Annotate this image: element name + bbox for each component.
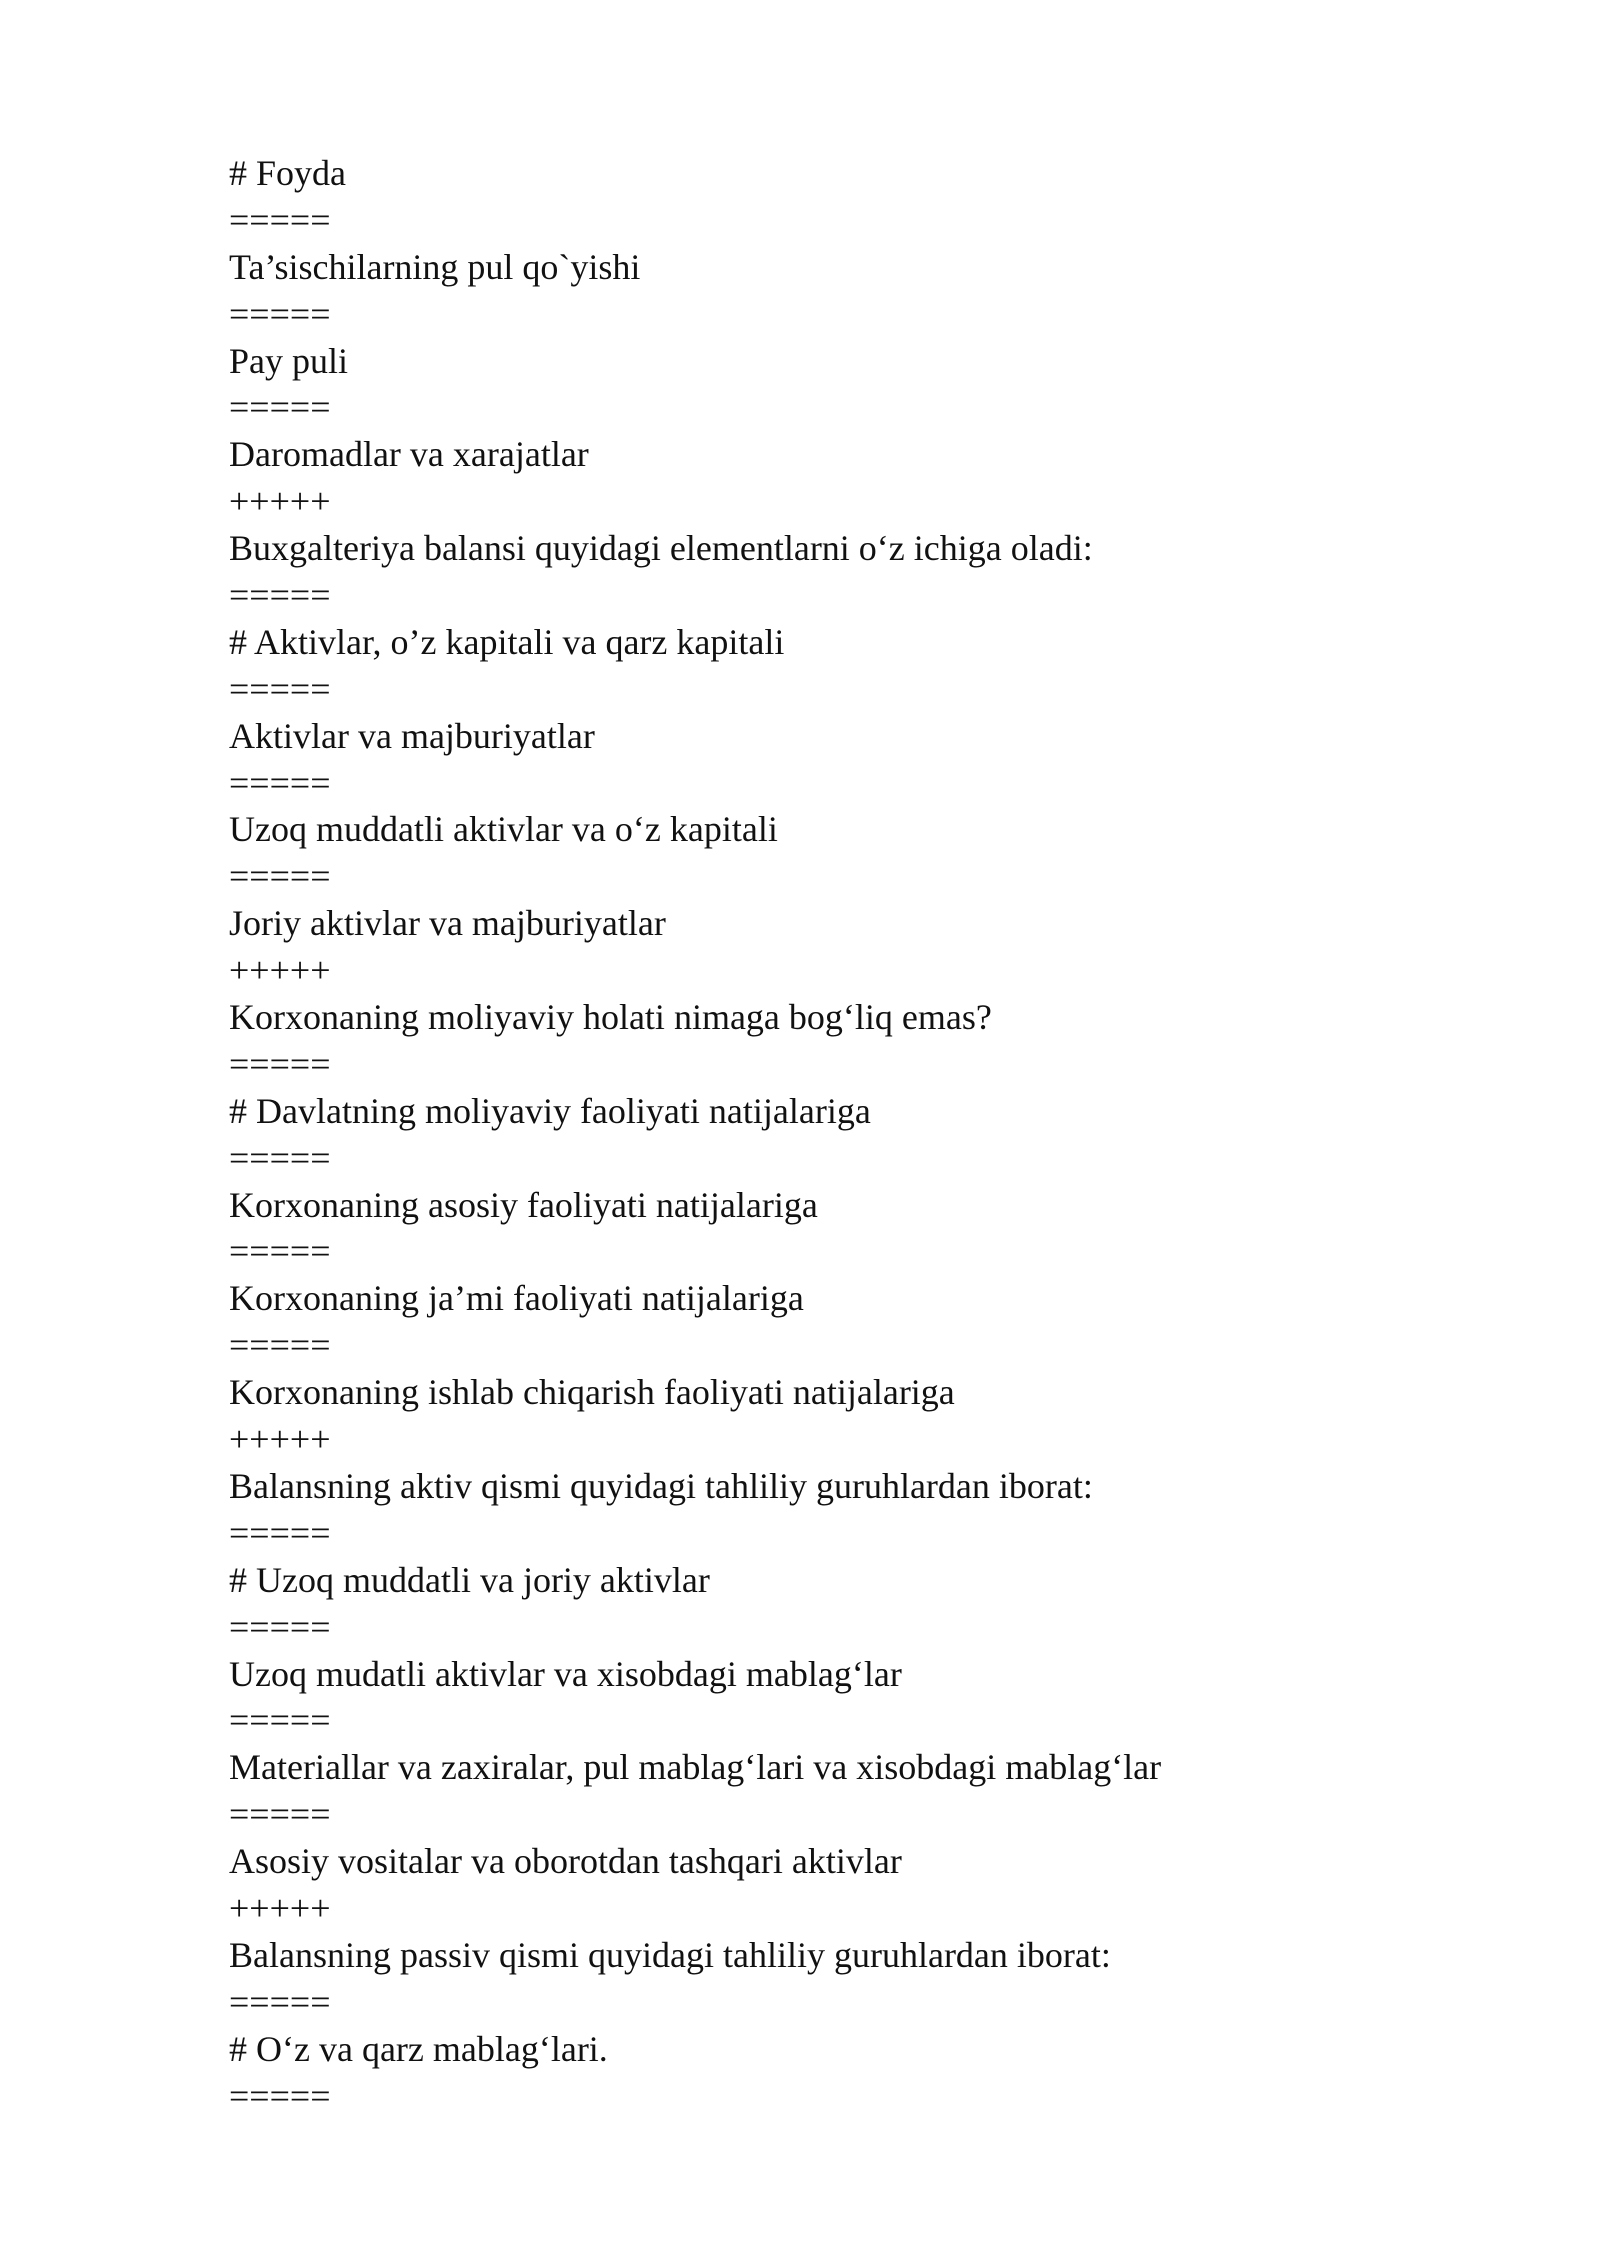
separator-option: ===== xyxy=(229,2075,331,2116)
separator-option: ===== xyxy=(229,1043,331,1084)
answer-option: Aktivlar va majburiyatlar xyxy=(229,715,595,756)
separator-option: ===== xyxy=(229,293,331,334)
answer-option: Uzoq muddatli aktivlar va o‘z kapitali xyxy=(229,809,778,850)
separator-question: +++++ xyxy=(229,1887,331,1928)
answer-correct: # Foyda xyxy=(229,153,346,193)
separator-option: ===== xyxy=(229,1325,331,1366)
answer-option: Korxonaning ishlab chiqarish faoliyati natijalariga xyxy=(229,1372,955,1413)
answer-option: Korxonaning ja’mi faoliyati natijalariga xyxy=(229,1278,804,1319)
question-text: Korxonaning moliyaviy holati nimaga bog‘liq emas? xyxy=(229,997,992,1038)
answer-correct: # Davlatning moliyaviy faoliyati natijalariga xyxy=(229,1090,871,1131)
separator-option: ===== xyxy=(229,856,331,897)
separator-option: ===== xyxy=(229,575,331,616)
question-text: Balansning passiv qismi quyidagi tahliliy guruhlardan iborat: xyxy=(229,1934,1111,1975)
separator-question: +++++ xyxy=(229,1419,331,1460)
answer-option: Pay puli xyxy=(229,340,349,381)
question-text: Buxgalteriya balansi quyidagi elementlarni o‘z ichiga oladi: xyxy=(229,528,1093,569)
separator-option: ===== xyxy=(229,1700,331,1741)
separator-option: ===== xyxy=(229,668,331,709)
answer-correct: # Aktivlar, o’z kapitali va qarz kapitali xyxy=(229,621,785,662)
separator-option: ===== xyxy=(229,1512,331,1553)
separator-option: ===== xyxy=(229,1794,331,1835)
separator-option: ===== xyxy=(229,199,331,240)
question-text: Balansning aktiv qismi quyidagi tahliliy guruhlardan iborat: xyxy=(229,1465,1093,1506)
separator-question: +++++ xyxy=(229,950,331,991)
answer-correct: # Uzoq muddatli va joriy aktivlar xyxy=(229,1559,710,1600)
answer-option: Materiallar va zaxiralar, pul mablag‘lari va xisobdagi mablag‘lar xyxy=(229,1747,1162,1788)
answer-option: Korxonaning asosiy faoliyati natijalariga xyxy=(229,1184,818,1225)
separator-option: ===== xyxy=(229,1231,331,1272)
answer-option: Joriy aktivlar va majburiyatlar xyxy=(229,903,666,944)
answer-correct: # O‘z va qarz mablag‘lari. xyxy=(229,2028,608,2069)
separator-option: ===== xyxy=(229,387,331,428)
answer-option: Daromadlar va xarajatlar xyxy=(229,434,589,475)
separator-option: ===== xyxy=(229,1137,331,1178)
separator-option: ===== xyxy=(229,1606,331,1647)
document-body xyxy=(229,150,1429,2119)
separator-option: ===== xyxy=(229,762,331,803)
answer-option: Ta’sischilarning pul qo`yishi xyxy=(229,246,641,287)
answer-option: Asosiy vositalar va oborotdan tashqari aktivlar xyxy=(229,1841,902,1882)
separator-option: ===== xyxy=(229,1981,331,2022)
answer-option: Uzoq mudatli aktivlar va xisobdagi mablag‘lar xyxy=(229,1653,902,1694)
separator-question: +++++ xyxy=(229,481,331,522)
